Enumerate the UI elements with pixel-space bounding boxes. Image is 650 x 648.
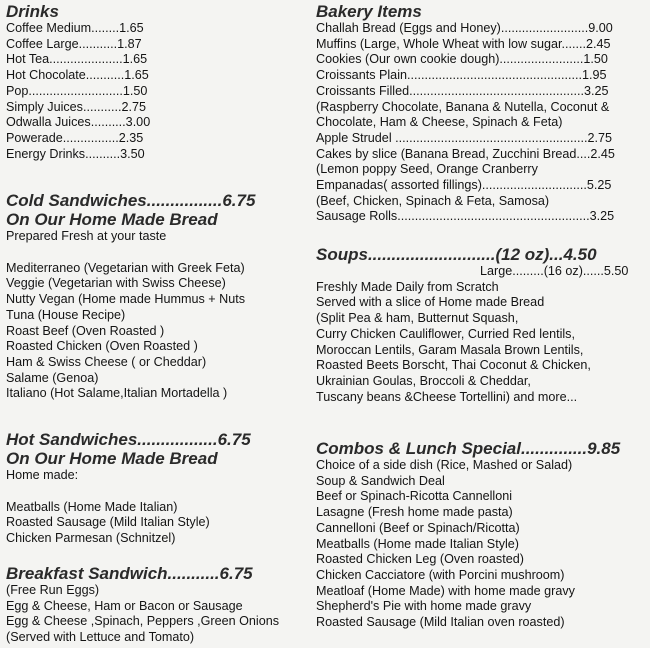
menu-item: Odwalla Juices..........3.00: [6, 115, 151, 130]
menu-item: Meatballs (Home made Italian Style): [316, 536, 519, 551]
menu-item: Lasagne (Fresh home made pasta): [316, 505, 513, 520]
menu-item: Meatballs (Home Made Italian): [6, 499, 178, 514]
hot-sandwiches-subheading: On Our Home Made Bread: [6, 449, 218, 468]
combos-heading: Combos & Lunch Special..............9.85: [316, 439, 621, 458]
bakery-heading: Bakery Items: [316, 2, 422, 21]
menu-item: Roasted Sausage (Mild Italian Style): [6, 515, 210, 530]
menu-item: (Raspberry Chocolate, Banana & Nutella, Coconut &: [316, 99, 610, 114]
menu-item: Muffins (Large, Whole Wheat with low sugar.......2.45: [316, 36, 611, 51]
hot-sandwiches-note: Home made:: [6, 468, 79, 482]
menu-item: (Served with Lettuce and Tomato): [6, 630, 195, 645]
breakfast-section: [6, 564, 279, 646]
combos-list: [316, 458, 620, 631]
hot-sandwiches-list: [6, 500, 251, 547]
menu-item: Croissants Plain..................................................1.95: [316, 68, 607, 83]
hot-sandwiches-section: [6, 430, 251, 547]
menu-item: Freshly Made Daily from Scratch: [316, 279, 499, 294]
menu-item: Hot Chocolate...........1.65: [6, 68, 149, 83]
menu-item: Shepherd's Pie with home made gravy: [316, 599, 532, 614]
menu-item: Ham & Swiss Cheese ( or Cheddar): [6, 354, 207, 369]
menu-item: (Split Pea & ham, Butternut Squash,: [316, 311, 519, 326]
menu-item: Mediterraneo (Vegetarian with Greek Feta): [6, 260, 245, 275]
menu-item: Roasted Chicken Leg (Oven roasted): [316, 552, 524, 567]
menu-item: Moroccan Lentils, Garam Masala Brown Lentils,: [316, 342, 584, 357]
menu-item: Cakes by slice (Banana Bread, Zucchini Bread....2.45: [316, 146, 615, 161]
menu-item: Empanadas( assorted fillings)..............................5.25: [316, 178, 612, 193]
menu-item: Veggie (Vegetarian with Swiss Cheese): [6, 276, 226, 291]
menu-item: Beef or Spinach-Ricotta Cannelloni: [316, 489, 513, 504]
menu-item: Pop...........................1.50: [6, 83, 148, 98]
combos-section: [316, 439, 620, 631]
menu-item: Soup & Sandwich Deal: [316, 473, 445, 488]
menu-item: Simply Juices...........2.75: [6, 99, 146, 114]
menu-item: Coffee Large...........1.87: [6, 36, 142, 51]
drinks-section: [6, 2, 150, 162]
menu-item: Italiano (Hot Salame,Italian Mortadella ): [6, 386, 228, 401]
menu-item: Roasted Beets Borscht, Thai Coconut & Chicken,: [316, 358, 591, 373]
menu-item: Sausage Rolls.......................................................3.25: [316, 209, 615, 224]
menu-item: Nutty Vegan (Home made Hummus + Nuts: [6, 292, 246, 307]
menu-item: Tuscany beans &Cheese Tortellini) and more...: [316, 389, 578, 404]
menu-item: Chicken Parmesan (Schnitzel): [6, 531, 176, 546]
menu-item: Coffee Medium........1.65: [6, 21, 144, 35]
menu-item: Roasted Chicken (Oven Roasted ): [6, 339, 198, 354]
menu-item: Roasted Sausage (Mild Italian oven roasted): [316, 615, 565, 630]
cold-sandwiches-heading: Cold Sandwiches................6.75: [6, 191, 256, 210]
bakery-section: [316, 2, 615, 225]
menu-item: Ukrainian Goulas, Broccoli & Cheddar,: [316, 373, 531, 388]
menu-item: Cookies (Our own cookie dough)........................1.50: [316, 52, 608, 67]
menu-item: Croissants Filled..................................................3.25: [316, 83, 609, 98]
cold-sandwiches-list: [6, 261, 255, 402]
menu-item: Cannelloni (Beef or Spinach/Ricotta): [316, 520, 520, 535]
breakfast-list: [6, 583, 279, 646]
menu-item: Chicken Cacciatore (with Porcini mushroom): [316, 567, 565, 582]
menu-item: Egg & Cheese ,Spinach, Peppers ,Green Onions: [6, 614, 280, 629]
soups-section: [316, 245, 628, 405]
menu-item: Roast Beef (Oven Roasted ): [6, 323, 165, 338]
soups-large-price: Large.........(16 oz)......5.50: [480, 264, 629, 278]
menu-item: (Lemon poppy Seed, Orange Cranberry: [316, 162, 538, 177]
cold-sandwiches-subheading: On Our Home Made Bread: [6, 210, 218, 229]
drinks-heading: Drinks: [6, 2, 59, 21]
menu-item: Curry Chicken Cauliflower, Curried Red lentils,: [316, 326, 575, 341]
menu-item: (Beef, Chicken, Spinach & Feta, Samosa): [316, 193, 550, 208]
soups-list: [316, 280, 628, 406]
menu-item: Salame (Genoa): [6, 370, 99, 385]
menu-item: Challah Bread (Eggs and Honey).........................9.00: [316, 21, 613, 35]
breakfast-heading: Breakfast Sandwich...........6.75: [6, 564, 253, 583]
menu-item: (Free Run Eggs): [6, 583, 100, 597]
bakery-list: [316, 21, 615, 225]
cold-sandwiches-note: Prepared Fresh at your taste: [6, 229, 167, 243]
menu-item: Hot Tea.....................1.65: [6, 52, 148, 67]
soups-heading: Soups...........................(12 oz)...4.50: [316, 245, 597, 264]
menu-item: Apple Strudel .......................................................2.75: [316, 130, 613, 145]
cold-sandwiches-section: [6, 191, 255, 402]
menu-item: Powerade................2.35: [6, 130, 144, 145]
menu-item: Energy Drinks..........3.50: [6, 146, 145, 161]
menu-item: Served with a slice of Home made Bread: [316, 295, 545, 310]
hot-sandwiches-heading: Hot Sandwiches.................6.75: [6, 430, 251, 449]
menu-item: Meatloaf (Home Made) with home made gravy: [316, 583, 575, 598]
drinks-list: [6, 21, 150, 162]
menu-item: Tuna (House Recipe): [6, 307, 126, 322]
menu-item: Egg & Cheese, Ham or Bacon or Sausage: [6, 598, 243, 613]
menu-item: Chocolate, Ham & Cheese, Spinach & Feta): [316, 115, 563, 130]
menu-item: Choice of a side dish (Rice, Mashed or Salad): [316, 458, 573, 472]
